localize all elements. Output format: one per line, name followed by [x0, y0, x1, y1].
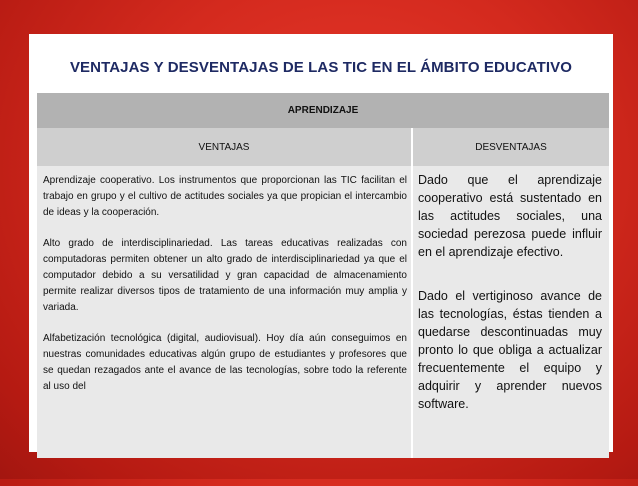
desventajas-header: DESVENTAJAS [475, 141, 547, 153]
desventaja-item: Dado el vertiginoso avance de las tecnologías, éstas tienden a quedarse descontinuadas muy pronto lo que obliga a actualizar frecuentemente el equipo y adquirir y aprender nuevos software. [418, 289, 602, 411]
ventaja-item: Alfabetización tecnológica (digital, audiovisual). Hoy día aún conseguimos en nuestras comunidades educativas algún grupo de estudiantes y profesores que se quedan rezagados ante el avance de las tecnologías, sobre todo la referente al uso del [43, 333, 407, 392]
ventaja-item: Alto grado de interdisciplinariedad. Las tareas educativas realizadas con computadoras permiten obtener un alto grado de interdisciplinariedad ya que el computador debido a su versatilidad y gran capacidad de almacenamiento permite realizar diversos tipos de tratamiento de una información muy amplia y variada. [43, 238, 407, 313]
ventaja-item: Aprendizaje cooperativo. Los instrumentos que proporcionan las TIC facilitan el trabajo en grupo y el cultivo de actitudes sociales ya que propician el intercambio de ideas y la cooperación. [43, 175, 407, 218]
column-divider [411, 166, 413, 458]
desventajas-cell [418, 171, 602, 439]
desventaja-item: Dado que el aprendizaje cooperativo está sustentado en las actitudes sociales, una sociedad perezosa puede influir en el aprendizaje efectivo. [418, 173, 602, 259]
table-header-aprendizaje: APRENDIZAJE [37, 93, 609, 128]
ventajas-header: VENTAJAS [198, 141, 250, 153]
table-body-row [37, 166, 609, 458]
comparison-table [37, 93, 609, 486]
slide-title: VENTAJAS Y DESVENTAJAS DE LAS TIC EN EL ÁMBITO EDUCATIVO [69, 59, 573, 76]
slide-panel [29, 34, 613, 452]
ventajas-cell [43, 173, 407, 410]
column-header-row [37, 128, 609, 166]
